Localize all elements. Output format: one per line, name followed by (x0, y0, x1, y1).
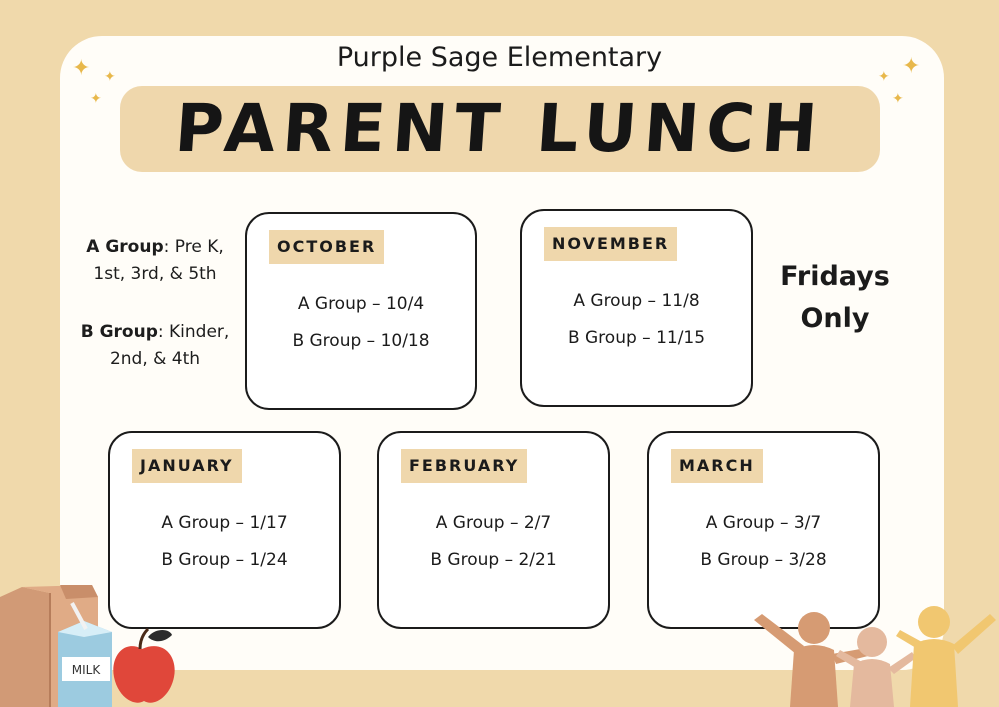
month-label: OCTOBER (269, 230, 384, 264)
note-line-2: Only (800, 303, 870, 334)
group-b-date: B Group – 1/24 (161, 550, 288, 570)
sparkle-icon: ✦ (72, 56, 91, 81)
group-b-date: B Group – 10/18 (292, 331, 430, 351)
month-box-november (520, 209, 753, 407)
group-b-legend (72, 319, 238, 373)
note-line-1: Fridays (780, 261, 890, 292)
event-title: PARENT LUNCH (172, 90, 827, 167)
sparkle-icon: ✦ (104, 69, 116, 85)
group-b-date: B Group – 11/15 (567, 328, 706, 348)
group-b-date: B Group – 3/28 (700, 550, 827, 570)
month-label: FEBRUARY (401, 449, 527, 483)
group-a-date: A Group – 1/17 (161, 513, 288, 533)
group-a-date: A Group – 3/7 (705, 513, 822, 533)
fridays-only-note (770, 256, 900, 340)
group-b-date: B Group – 2/21 (430, 550, 557, 570)
sparkle-icon: ✦ (892, 91, 904, 107)
group-b-label: B Group (80, 322, 158, 342)
month-label: JANUARY (132, 449, 242, 483)
group-a-date: A Group – 10/4 (297, 294, 425, 314)
month-box-february (377, 431, 610, 629)
month-box-october (245, 212, 477, 410)
group-b-grades: : Kinder, 2nd, & 4th (109, 322, 230, 369)
milk-label: MILK (71, 663, 101, 677)
month-label: MARCH (671, 449, 763, 483)
group-a-date: A Group – 11/8 (573, 291, 700, 311)
school-name: Purple Sage Elementary (336, 42, 663, 73)
people-silhouettes (744, 592, 999, 707)
sparkle-icon: ✦ (90, 91, 102, 107)
group-a-label: A Group (86, 237, 164, 257)
group-a-grades: : Pre K, 1st, 3rd, & 5th (93, 237, 224, 284)
lunch-illustration (0, 577, 180, 707)
apple-icon (113, 629, 174, 703)
sparkle-icon: ✦ (902, 54, 921, 79)
sparkle-icon: ✦ (878, 69, 890, 85)
group-a-date: A Group – 2/7 (435, 513, 552, 533)
group-a-legend (72, 234, 238, 288)
month-label: NOVEMBER (544, 227, 677, 261)
